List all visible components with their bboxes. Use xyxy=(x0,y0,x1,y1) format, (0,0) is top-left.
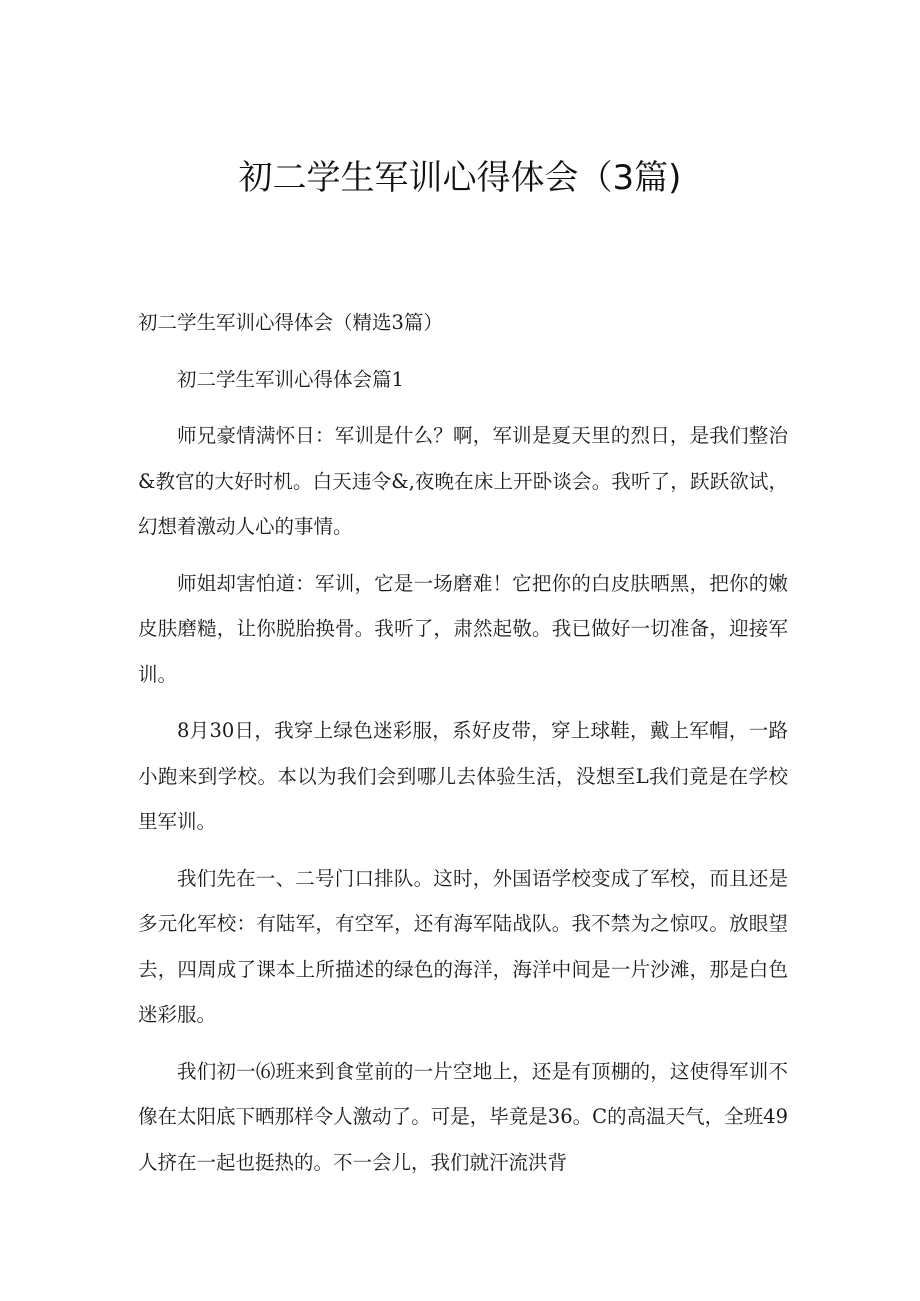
paragraph: 师兄豪情满怀日：军训是什么？啊，军训是夏天里的烈日，是我们整治&教官的大好时机。白天违令&,夜晚在床上开卧谈会。我听了，跃跃欲试，幻想着激动人心的事情。 xyxy=(138,424,788,538)
document-subtitle: 初二学生军训心得体会（精选3篇） xyxy=(138,311,443,334)
paragraph: 我们初一⑹班来到食堂前的一片空地上，还是有顶棚的，这使得军训不像在太阳底下晒那样令人激动了。可是，毕竟是36。C的高温天气，全班49人挤在一起也挺热的。不一会儿，我们就汗流洪背 xyxy=(138,1059,788,1174)
document-body xyxy=(138,300,788,1196)
section-heading: 初二学生军训心得体会篇1 xyxy=(177,367,404,391)
paragraph: 8月30日，我穿上绿色迷彩服，系好皮带，穿上球鞋，戴上军帽，一路小跑来到学校。本以为我们会到哪儿去体验生活，没想至L我们竟是在学校里军训。 xyxy=(138,719,788,833)
paragraph: 我们先在一、二号门口排队。这时，外国语学校变成了军校，而且还是多元化军校：有陆军，有空军，还有海军陆战队。我不禁为之惊叹。放眼望去，四周成了课本上所描述的绿色的海洋，海洋中间是一片沙滩，那是白色迷彩服。 xyxy=(138,866,788,1026)
paragraph: 师姐却害怕道：军训，它是一场磨难！它把你的白皮肤晒黑，把你的嫩皮肤磨糙，让你脱胎换骨。我听了，肃然起敬。我已做好一切准备，迎接军训。 xyxy=(138,571,788,686)
document-title: 初二学生军训心得体会（3篇) xyxy=(238,158,682,198)
